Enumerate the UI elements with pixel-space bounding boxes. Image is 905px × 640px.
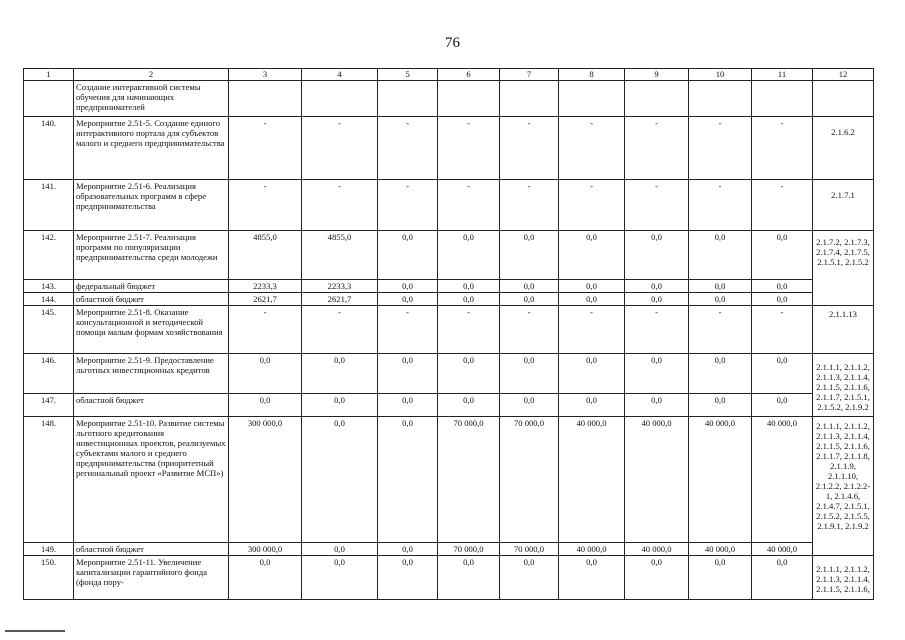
row-name: Создание интерактивной системы обучения для начинающих предпринимателей xyxy=(74,81,229,117)
value-cell: 0,0 xyxy=(559,556,625,600)
reference-cell: 2.1.6.2 xyxy=(813,117,874,180)
value-cell: 0,0 xyxy=(559,280,625,293)
value-cell: 0,0 xyxy=(438,394,500,417)
value-cell: 0,0 xyxy=(378,293,438,306)
value-cell: 0,0 xyxy=(302,556,378,600)
value-cell: - xyxy=(752,117,813,180)
row-number: 149. xyxy=(24,543,74,556)
table-row xyxy=(24,293,874,306)
value-cell xyxy=(689,81,752,117)
value-cell: 0,0 xyxy=(689,231,752,280)
reference-cell: 2.1.1.13 xyxy=(813,306,874,354)
row-name: Мероприятие 2.51-8. Оказание консультационной и методической помощи малым формам хозяйствования xyxy=(74,306,229,354)
value-cell: 0,0 xyxy=(378,354,438,394)
value-cell: - xyxy=(559,306,625,354)
reference-cell: 2.1.1.1, 2.1.1.2, 2.1.1.3, 2.1.1.4, 2.1.1.5, 2.1.1.6, 2.1.1.7, 2.1.5.1, 2.1.5.2, 2.1.9.2 xyxy=(813,354,874,417)
value-cell: 0,0 xyxy=(302,543,378,556)
row-number: 148. xyxy=(24,417,74,543)
row-name: Мероприятие 2.51-11. Увеличение капитализации гарантийного фонда (фонда пору- xyxy=(74,556,229,600)
header-cell: 11 xyxy=(752,69,813,81)
value-cell: 70 000,0 xyxy=(438,417,500,543)
reference-cell: 2.1.7.2, 2.1.7.3, 2.1.7.4, 2.1.7.5, 2.1.5.1, 2.1.5.2 xyxy=(813,231,874,306)
value-cell: 70 000,0 xyxy=(500,543,559,556)
value-cell: 0,0 xyxy=(752,556,813,600)
value-cell: 0,0 xyxy=(689,556,752,600)
table-row xyxy=(24,117,874,180)
table-row xyxy=(24,180,874,231)
row-number: 143. xyxy=(24,280,74,293)
table-row xyxy=(24,417,874,543)
value-cell: 40 000,0 xyxy=(752,417,813,543)
value-cell: 0,0 xyxy=(500,354,559,394)
value-cell: 40 000,0 xyxy=(689,417,752,543)
value-cell: 0,0 xyxy=(302,417,378,543)
value-cell: - xyxy=(378,306,438,354)
reference-cell xyxy=(813,81,874,117)
value-cell: - xyxy=(625,306,689,354)
reference-cell: 2.1.1.1, 2.1.1.2, 2.1.1.3, 2.1.1.4, 2.1.1.5, 2.1.1.6, 2.1.1.7, 2.1.1.8, 2.1.1.9, 2.1.1.10, 2.1.2.2, 2.1.2.2-1, 2.1.4.6, 2.1.4.7, 2.1.5.1, 2.1.5.2, 2.1.5.5, 2.1.9.1, 2.1.9.2 xyxy=(813,417,874,556)
row-number: 147. xyxy=(24,394,74,417)
value-cell: 40 000,0 xyxy=(559,543,625,556)
value-cell: 4855,0 xyxy=(302,231,378,280)
value-cell: - xyxy=(438,306,500,354)
value-cell: 0,0 xyxy=(229,394,302,417)
value-cell: 0,0 xyxy=(752,293,813,306)
row-name: федеральный бюджет xyxy=(74,280,229,293)
row-number: 142. xyxy=(24,231,74,280)
row-number: 144. xyxy=(24,293,74,306)
value-cell: 300 000,0 xyxy=(229,543,302,556)
value-cell: 0,0 xyxy=(438,293,500,306)
value-cell: 0,0 xyxy=(625,231,689,280)
value-cell: 0,0 xyxy=(378,231,438,280)
header-cell: 7 xyxy=(500,69,559,81)
value-cell: 0,0 xyxy=(438,556,500,600)
row-number: 141. xyxy=(24,180,74,231)
value-cell: - xyxy=(752,180,813,231)
value-cell: 0,0 xyxy=(302,394,378,417)
row-name: областной бюджет xyxy=(74,394,229,417)
footer-rule xyxy=(5,630,65,632)
value-cell: 40 000,0 xyxy=(625,417,689,543)
value-cell: 40 000,0 xyxy=(752,543,813,556)
header-cell: 10 xyxy=(689,69,752,81)
row-name: областной бюджет xyxy=(74,543,229,556)
value-cell: 0,0 xyxy=(752,394,813,417)
value-cell: 0,0 xyxy=(500,394,559,417)
row-name: Мероприятие 2.51-10. Развитие системы льготного кредитования инвестиционных проектов, реализуемых субъектами малого и среднего предпринимательства (приоритетный региональный проект «Развитие МСП») xyxy=(74,417,229,543)
value-cell: - xyxy=(500,306,559,354)
value-cell: 0,0 xyxy=(500,556,559,600)
value-cell: - xyxy=(438,117,500,180)
value-cell: 0,0 xyxy=(229,556,302,600)
row-name: Мероприятие 2.51-6. Реализация образовательных программ в сфере предпринимательства xyxy=(74,180,229,231)
header-cell: 4 xyxy=(302,69,378,81)
value-cell: - xyxy=(752,306,813,354)
value-cell: 0,0 xyxy=(689,394,752,417)
row-name: Мероприятие 2.51-5. Создание единого интерактивного портала для субъектов малого и среднего предпринимательства xyxy=(74,117,229,180)
value-cell: 40 000,0 xyxy=(559,417,625,543)
header-cell: 5 xyxy=(378,69,438,81)
value-cell xyxy=(378,81,438,117)
value-cell: 2233,3 xyxy=(302,280,378,293)
row-number: 146. xyxy=(24,354,74,394)
table-row xyxy=(24,280,874,293)
value-cell: - xyxy=(229,180,302,231)
header-cell: 6 xyxy=(438,69,500,81)
value-cell: 0,0 xyxy=(559,394,625,417)
table-row xyxy=(24,81,874,117)
row-number: 150. xyxy=(24,556,74,600)
value-cell: 0,0 xyxy=(752,231,813,280)
table-row xyxy=(24,543,874,556)
row-number: 140. xyxy=(24,117,74,180)
row-name: областной бюджет xyxy=(74,293,229,306)
value-cell: 0,0 xyxy=(378,543,438,556)
value-cell: 0,0 xyxy=(752,354,813,394)
header-cell: 3 xyxy=(229,69,302,81)
value-cell: - xyxy=(302,180,378,231)
value-cell: 0,0 xyxy=(625,556,689,600)
value-cell: 0,0 xyxy=(378,394,438,417)
value-cell: - xyxy=(500,180,559,231)
value-cell: - xyxy=(229,117,302,180)
value-cell: 40 000,0 xyxy=(689,543,752,556)
value-cell: 0,0 xyxy=(559,231,625,280)
value-cell: 0,0 xyxy=(559,354,625,394)
value-cell: 0,0 xyxy=(689,280,752,293)
value-cell xyxy=(229,81,302,117)
row-number xyxy=(24,81,74,117)
value-cell: - xyxy=(302,306,378,354)
value-cell: - xyxy=(559,117,625,180)
value-cell xyxy=(752,81,813,117)
value-cell xyxy=(625,81,689,117)
header-cell: 2 xyxy=(74,69,229,81)
table-header-row xyxy=(24,69,874,81)
value-cell: - xyxy=(378,180,438,231)
row-name: Мероприятие 2.51-9. Предоставление льготных инвестиционных кредитов xyxy=(74,354,229,394)
value-cell: 0,0 xyxy=(625,394,689,417)
value-cell: 0,0 xyxy=(689,293,752,306)
value-cell: - xyxy=(229,306,302,354)
value-cell: 300 000,0 xyxy=(229,417,302,543)
header-cell: 8 xyxy=(559,69,625,81)
value-cell: - xyxy=(438,180,500,231)
value-cell: 0,0 xyxy=(625,354,689,394)
reference-cell: 2.1.7.1 xyxy=(813,180,874,231)
value-cell: 2621,7 xyxy=(229,293,302,306)
value-cell xyxy=(559,81,625,117)
page-number: 76 xyxy=(445,35,460,51)
value-cell: 0,0 xyxy=(378,417,438,543)
value-cell: 0,0 xyxy=(689,354,752,394)
value-cell: - xyxy=(378,117,438,180)
value-cell: 0,0 xyxy=(500,231,559,280)
value-cell: - xyxy=(625,180,689,231)
header-cell: 12 xyxy=(813,69,874,81)
value-cell: - xyxy=(689,117,752,180)
table-row xyxy=(24,231,874,280)
value-cell: - xyxy=(625,117,689,180)
value-cell: 0,0 xyxy=(229,354,302,394)
value-cell xyxy=(302,81,378,117)
value-cell: - xyxy=(302,117,378,180)
value-cell: 0,0 xyxy=(378,280,438,293)
header-cell: 9 xyxy=(625,69,689,81)
value-cell: 0,0 xyxy=(438,280,500,293)
value-cell: - xyxy=(689,180,752,231)
value-cell: - xyxy=(559,180,625,231)
value-cell: 0,0 xyxy=(625,280,689,293)
value-cell: 0,0 xyxy=(625,293,689,306)
value-cell: 0,0 xyxy=(302,354,378,394)
value-cell: - xyxy=(689,306,752,354)
value-cell: 0,0 xyxy=(438,231,500,280)
row-name: Мероприятие 2.51-7. Реализация программ по популяризации предпринимательства среди молодежи xyxy=(74,231,229,280)
table-row xyxy=(24,306,874,354)
value-cell xyxy=(500,81,559,117)
value-cell: 40 000,0 xyxy=(625,543,689,556)
header-cell: 1 xyxy=(24,69,74,81)
row-number: 145. xyxy=(24,306,74,354)
value-cell: - xyxy=(500,117,559,180)
value-cell: 0,0 xyxy=(378,556,438,600)
reference-cell: 2.1.1.1, 2.1.1.2, 2.1.1.3, 2.1.1.4, 2.1.1.5, 2.1.1.6, xyxy=(813,556,874,600)
value-cell: 0,0 xyxy=(438,354,500,394)
value-cell xyxy=(438,81,500,117)
value-cell: 70 000,0 xyxy=(500,417,559,543)
value-cell: 2621,7 xyxy=(302,293,378,306)
budget-table xyxy=(23,68,874,600)
value-cell: 4855,0 xyxy=(229,231,302,280)
value-cell: 0,0 xyxy=(500,293,559,306)
value-cell: 2233,3 xyxy=(229,280,302,293)
value-cell: 0,0 xyxy=(559,293,625,306)
value-cell: 70 000,0 xyxy=(438,543,500,556)
value-cell: 0,0 xyxy=(500,280,559,293)
value-cell: 0,0 xyxy=(752,280,813,293)
table-row xyxy=(24,556,874,600)
table-row xyxy=(24,354,874,394)
table-row xyxy=(24,394,874,417)
